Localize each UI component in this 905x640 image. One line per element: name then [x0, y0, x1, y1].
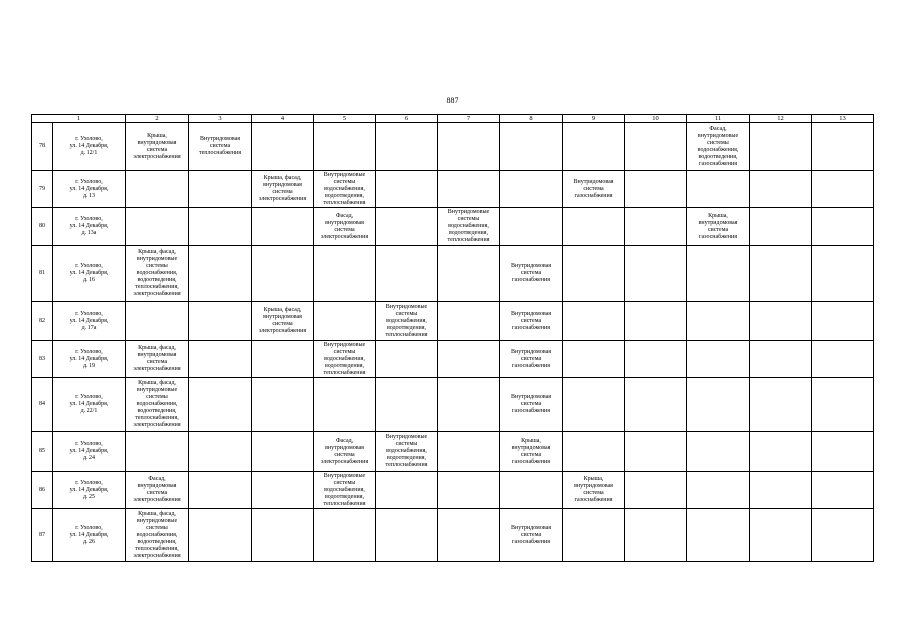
work-cell	[438, 302, 500, 341]
row-number: 78	[32, 123, 53, 171]
work-cell	[750, 246, 812, 302]
work-cell: Крыша, внутридомовая система газоснабжения	[563, 472, 625, 509]
work-cell: Внутридомовая система газоснабжения	[500, 378, 563, 432]
work-cell	[189, 171, 252, 208]
work-cell	[438, 378, 500, 432]
column-header: 4	[252, 115, 314, 123]
work-cell: Фасад, внутридомовая система электроснабжения	[314, 432, 376, 472]
work-cell: Внутридомовая система газоснабжения	[563, 171, 625, 208]
work-cell	[812, 208, 874, 246]
work-cell	[314, 509, 376, 562]
work-cell	[625, 171, 687, 208]
work-cell	[625, 341, 687, 378]
work-cell: Внутридомовые системы водоснабжения, водоотведения, теплоснабжения	[376, 302, 438, 341]
work-cell	[563, 123, 625, 171]
work-cell	[252, 246, 314, 302]
work-cell: Крыша, внутридомовая система газоснабжения	[500, 432, 563, 472]
work-cell	[750, 171, 812, 208]
work-cell	[687, 171, 750, 208]
work-cell: Фасад, внутридомовые системы водоснабжения, водоотведения, газоснабжения	[687, 123, 750, 171]
table-row	[32, 509, 874, 562]
work-cell	[438, 341, 500, 378]
column-header: 8	[500, 115, 563, 123]
work-cell	[376, 171, 438, 208]
work-cell	[500, 171, 563, 208]
work-cell	[625, 472, 687, 509]
work-cell	[376, 472, 438, 509]
column-header: 11	[687, 115, 750, 123]
address-cell: г. Ухолово, ул. 14 Декабря, д. 17а	[53, 302, 126, 341]
column-header: 1	[32, 115, 126, 123]
work-cell	[189, 246, 252, 302]
work-cell	[687, 302, 750, 341]
work-cell	[500, 208, 563, 246]
table-row	[32, 472, 874, 509]
work-cell	[314, 378, 376, 432]
work-cell: Внутридомовые системы водоснабжения, водоотведения, теплоснабжения	[314, 472, 376, 509]
row-number: 86	[32, 472, 53, 509]
work-cell	[126, 208, 189, 246]
work-cell	[687, 378, 750, 432]
work-cell	[189, 378, 252, 432]
work-cell	[812, 341, 874, 378]
address-cell: г. Ухолово, ул. 14 Декабря, д. 22/1	[53, 378, 126, 432]
work-cell: Внутридомовая система газоснабжения	[500, 509, 563, 562]
work-cell	[500, 472, 563, 509]
work-cell	[812, 378, 874, 432]
work-cell	[812, 472, 874, 509]
work-cell	[252, 123, 314, 171]
table-row	[32, 432, 874, 472]
row-number: 81	[32, 246, 53, 302]
work-cell: Фасад, внутридомовая система электроснабжения	[314, 208, 376, 246]
work-cell: Крыша, фасад, внутридомовая система электроснабжения	[252, 302, 314, 341]
work-cell	[252, 509, 314, 562]
work-cell: Фасад, внутридомовая система электроснабжения	[126, 472, 189, 509]
row-number: 79	[32, 171, 53, 208]
work-cell: Внутридомовая система газоснабжения	[500, 341, 563, 378]
table-row	[32, 246, 874, 302]
work-cell	[314, 123, 376, 171]
table-row	[32, 208, 874, 246]
work-cell	[625, 123, 687, 171]
work-cell	[812, 509, 874, 562]
address-cell: г. Ухолово, ул. 14 Декабря, д. 25	[53, 472, 126, 509]
work-cell	[126, 302, 189, 341]
work-cell: Крыша, внутридомовая система электроснабжения	[126, 123, 189, 171]
work-cell	[687, 246, 750, 302]
work-cell	[438, 472, 500, 509]
work-cell	[687, 509, 750, 562]
work-cell	[750, 432, 812, 472]
column-header: 2	[126, 115, 189, 123]
work-cell	[438, 123, 500, 171]
work-cell	[189, 509, 252, 562]
work-cell	[376, 208, 438, 246]
work-cell	[189, 208, 252, 246]
column-header: 7	[438, 115, 500, 123]
work-cell: Внутридомовые системы водоснабжения, водоотведения, теплоснабжения	[314, 171, 376, 208]
row-number: 82	[32, 302, 53, 341]
work-cell	[750, 472, 812, 509]
address-cell: г. Ухолово, ул. 14 Декабря, д. 13а	[53, 208, 126, 246]
work-cell	[812, 432, 874, 472]
work-cell	[563, 432, 625, 472]
address-cell: г. Ухолово, ул. 14 Декабря, д. 19	[53, 341, 126, 378]
work-cell	[812, 246, 874, 302]
work-cell	[189, 302, 252, 341]
work-cell	[563, 208, 625, 246]
work-cell	[189, 472, 252, 509]
column-header: 13	[812, 115, 874, 123]
work-cell	[563, 378, 625, 432]
work-cell: Внутридомовая система газоснабжения	[500, 246, 563, 302]
work-cell	[563, 302, 625, 341]
address-cell: г. Ухолово, ул. 14 Декабря, д. 12/1	[53, 123, 126, 171]
header-row	[32, 115, 874, 123]
work-cell	[750, 123, 812, 171]
column-header: 12	[750, 115, 812, 123]
work-cell	[252, 378, 314, 432]
work-cell: Крыша, внутридомовая система газоснабжения	[687, 208, 750, 246]
work-cell: Внутридомовая система газоснабжения	[500, 302, 563, 341]
work-cell: Внутридомовые системы водоснабжения, водоотведения, теплоснабжения	[438, 208, 500, 246]
repair-schedule-table	[31, 114, 874, 562]
row-number: 85	[32, 432, 53, 472]
work-cell	[376, 341, 438, 378]
work-cell	[625, 509, 687, 562]
work-cell	[563, 246, 625, 302]
work-cell: Крыша, фасад, внутридомовая система электроснабжения	[252, 171, 314, 208]
work-cell	[252, 341, 314, 378]
row-number: 80	[32, 208, 53, 246]
address-cell: г. Ухолово, ул. 14 Декабря, д. 26	[53, 509, 126, 562]
work-cell	[189, 341, 252, 378]
work-cell: Крыша, фасад, внутридомовые системы водоснабжения, водоотведения, теплоснабжения, электроснабжения	[126, 378, 189, 432]
row-number: 83	[32, 341, 53, 378]
column-header: 10	[625, 115, 687, 123]
address-cell: г. Ухолово, ул. 14 Декабря, д. 16	[53, 246, 126, 302]
work-cell	[376, 378, 438, 432]
work-cell: Крыша, фасад, внутридомовые системы водоснабжения, водоотведения, теплоснабжения, электроснабжения	[126, 509, 189, 562]
work-cell	[376, 246, 438, 302]
work-cell	[376, 509, 438, 562]
work-cell	[625, 208, 687, 246]
work-cell	[189, 432, 252, 472]
work-cell	[126, 171, 189, 208]
work-cell	[750, 509, 812, 562]
work-cell: Крыша, фасад, внутридомовая система электроснабжения	[126, 341, 189, 378]
work-cell	[314, 246, 376, 302]
work-cell	[314, 302, 376, 341]
work-cell	[812, 302, 874, 341]
work-cell	[438, 509, 500, 562]
work-cell: Крыша, фасад, внутридомовые системы водоснабжения, водоотведения, теплоснабжения, электроснабжения	[126, 246, 189, 302]
table-row	[32, 302, 874, 341]
work-cell	[563, 509, 625, 562]
work-cell	[750, 302, 812, 341]
work-cell	[500, 123, 563, 171]
work-cell	[438, 432, 500, 472]
work-cell	[563, 341, 625, 378]
work-cell	[625, 302, 687, 341]
work-cell	[687, 472, 750, 509]
table-row	[32, 123, 874, 171]
work-cell	[438, 246, 500, 302]
work-cell: Внутридомовая система теплоснабжения	[189, 123, 252, 171]
column-header: 6	[376, 115, 438, 123]
work-cell	[750, 341, 812, 378]
table-row	[32, 341, 874, 378]
work-cell	[376, 123, 438, 171]
work-cell	[687, 432, 750, 472]
address-cell: г. Ухолово, ул. 14 Декабря, д. 24	[53, 432, 126, 472]
work-cell	[252, 208, 314, 246]
work-cell	[750, 378, 812, 432]
work-cell	[625, 246, 687, 302]
work-cell: Внутридомовые системы водоснабжения, водоотведения, теплоснабжения	[376, 432, 438, 472]
row-number: 84	[32, 378, 53, 432]
work-cell	[750, 208, 812, 246]
work-cell	[812, 123, 874, 171]
work-cell	[812, 171, 874, 208]
table-row	[32, 378, 874, 432]
work-cell	[252, 432, 314, 472]
column-header: 5	[314, 115, 376, 123]
address-cell: г. Ухолово, ул. 14 Декабря, д. 13	[53, 171, 126, 208]
work-cell: Внутридомовые системы водоснабжения, водоотведения, теплоснабжения	[314, 341, 376, 378]
work-cell	[625, 378, 687, 432]
column-header: 9	[563, 115, 625, 123]
work-cell	[252, 472, 314, 509]
page-number: 887	[446, 96, 459, 105]
work-cell	[438, 171, 500, 208]
work-cell	[126, 432, 189, 472]
work-cell	[625, 432, 687, 472]
column-header: 3	[189, 115, 252, 123]
row-number: 87	[32, 509, 53, 562]
table-row	[32, 171, 874, 208]
work-cell	[687, 341, 750, 378]
